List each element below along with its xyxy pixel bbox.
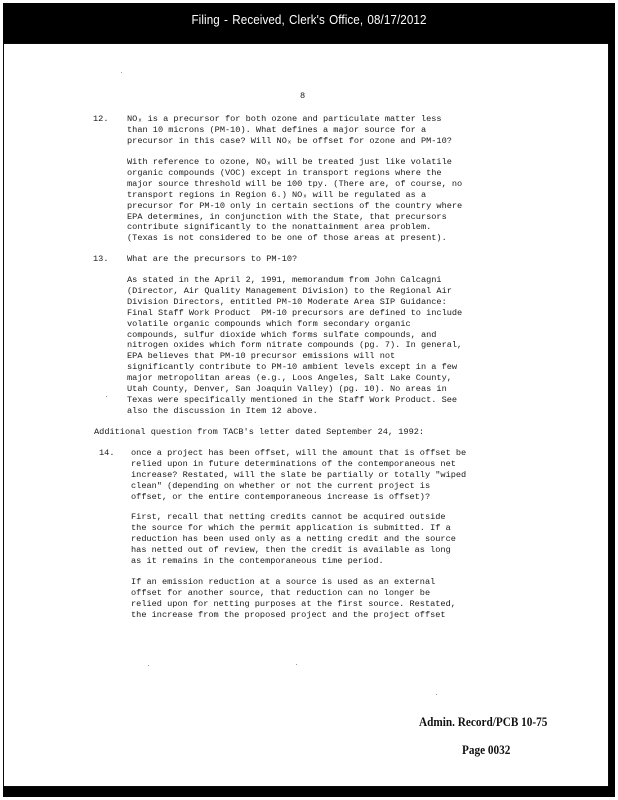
question-13-number: 13. — [93, 254, 109, 264]
additional-question-heading: Additional question from TACB's letter dated September 24, 1992: — [94, 427, 425, 437]
text-line: once a project has been offset, will the amount that is offset be — [131, 448, 467, 458]
scan-speck — [296, 664, 297, 665]
question-13-text — [127, 254, 297, 265]
question-12-number: 12. — [93, 114, 109, 124]
text-line: relied upon for netting purposes at the first source. Restated, — [131, 598, 456, 609]
text-line: organic compounds (VOC) except in transport regions where the — [127, 167, 442, 178]
text-line: With reference to ozone, NOₓ will be treated just like volatile — [127, 157, 452, 167]
text-line: offset, or the entire contemporaneous increase is offset)? — [131, 491, 431, 502]
text-line: Utah County, Denver, San Joaquin Valley) (pg. 10). No areas in — [127, 384, 447, 395]
text-line: NOₓ is a precursor for both ozone and particulate matter less — [127, 114, 442, 124]
text-line: has netted out of review, then the credit is available as long — [131, 544, 451, 555]
answer-14-part-1 — [131, 512, 456, 567]
text-line: If an emission reduction at a source is used as an external — [131, 577, 436, 587]
text-line: (Director, Air Quality Management Division) to the Regional Air — [127, 285, 452, 296]
text-line: What are the precursors to PM-10? — [127, 254, 298, 264]
text-line: clean" (depending on whether or not the current project is — [131, 480, 431, 491]
text-line: major metropolitan areas (e.g., Loos Angeles, Salt Lake County, — [127, 373, 452, 384]
text-line: relied upon in future determinations of the contemporaneous net — [131, 458, 456, 469]
scan-speck — [106, 396, 107, 397]
scan-speck — [148, 665, 149, 666]
text-line: EPA believes that PM-10 precursor emissions will not — [127, 351, 396, 362]
text-line: Final Staff Work Product PM-10 precursors are defined to include — [127, 307, 463, 318]
text-line: (Texas is not considered to be one of those areas at present). — [127, 233, 447, 244]
answer-13-text — [127, 275, 462, 417]
text-line: nitrogen oxides which form nitrate compounds (pg. 7). In general, — [127, 340, 463, 351]
question-12-text — [127, 114, 452, 147]
page-number: 8 — [300, 91, 306, 101]
text-line: significantly contribute to PM-10 ambient levels except in a few — [127, 362, 458, 373]
text-line: volatile organic compounds which form secondary organic — [127, 318, 411, 329]
text-line: precursor in this case? Will NOₓ be offset for ozone and PM-10? — [127, 135, 452, 146]
question-14-text — [131, 448, 466, 503]
record-page-stamp: Page 0032 — [462, 743, 511, 757]
text-line: the increase from the proposed project and the project offset — [131, 609, 446, 620]
text-line: transport regions in Region 6.) NOₓ will be regulated as a — [127, 189, 427, 200]
text-line: First, recall that netting credits cannot be acquired outside — [131, 512, 446, 522]
filing-stamp: Filing - Received, Clerk's Office, 08/17/2012 — [191, 13, 427, 27]
text-line: reduction has been used only as a netting credit and the source — [131, 533, 456, 544]
text-line: precursor for PM-10 only in certain sections of the country where — [127, 200, 463, 211]
scan-speck — [121, 72, 122, 73]
text-line: Texas were specifically mentioned in the Staff Work Product. See — [127, 394, 458, 405]
text-line: contribute significantly to the nonattainment area problem. — [127, 222, 432, 233]
text-line: as it remains in the contemporaneous time period. — [131, 555, 384, 566]
text-line: compounds, sulfur dioxide which forms sulfate compounds, and — [127, 329, 437, 340]
answer-12-text — [127, 157, 462, 244]
text-line: As stated in the April 2, 1991, memorandum from John Calcagni — [127, 275, 442, 285]
question-14-number: 14. — [99, 448, 115, 458]
text-line: also the discussion in Item 12 above. — [127, 405, 318, 416]
scan-speck — [436, 694, 437, 695]
text-line: major source threshold will be 100 tpy. (There are, of course, no — [127, 178, 463, 189]
text-line: increase? Restated, will the slate be partially or totally "wiped — [131, 469, 467, 480]
text-line: Division Directors, entitled PM-10 Moderate Area SIP Guidance: — [127, 296, 447, 307]
text-line: the source for which the permit application is submitted. If a — [131, 522, 451, 533]
answer-14-part-2 — [131, 577, 456, 621]
text-line: EPA determines, in conjunction with the State, that precursors — [127, 211, 447, 222]
text-line: than 10 microns (PM-10). What defines a major source for a — [127, 124, 427, 135]
admin-record-stamp: Admin. Record/PCB 10-75 — [419, 715, 548, 729]
text-line: offset for another source, that reduction can no longer be — [131, 587, 431, 598]
